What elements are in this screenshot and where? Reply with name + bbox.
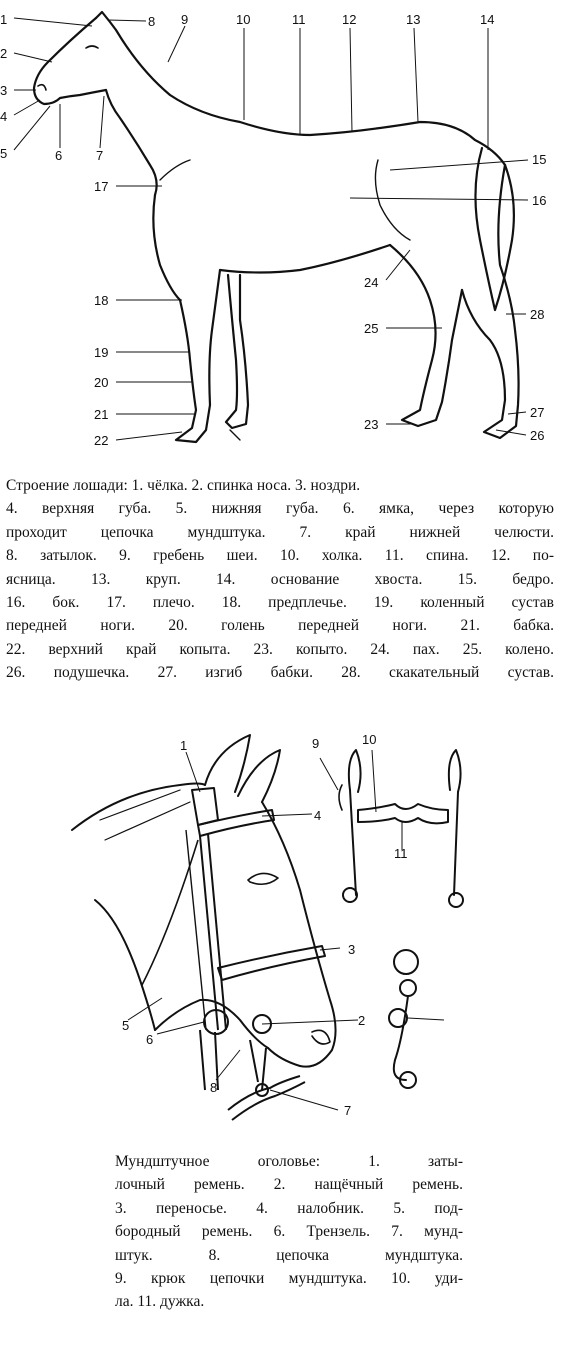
bridle-straps xyxy=(142,788,325,1120)
caption-line: бородный ремень. 6. Трензель. 7. мунд- xyxy=(115,1223,463,1241)
bridle-label-5: 5 xyxy=(122,1018,130,1033)
horse-label-8: 8 xyxy=(148,14,156,29)
caption-line: проходит цепочка мундштука. 7. край нижней челюсти. xyxy=(6,523,554,541)
horse-label-26: 26 xyxy=(530,428,545,443)
horse-label-6: 6 xyxy=(55,148,63,163)
horse-label-12: 12 xyxy=(342,12,357,27)
horse-label-28: 28 xyxy=(530,307,545,322)
caption-line: передней ноги. 20. голень передней ноги. 21. бабка. xyxy=(6,617,554,635)
horse-anatomy-diagram xyxy=(0,0,583,455)
horse-label-22: 22 xyxy=(94,433,109,448)
caption-line: 4. верхняя губа. 5. нижняя губа. 6. ямка, через которую xyxy=(6,500,554,518)
bridle-diagram xyxy=(0,730,583,1130)
horse-head-outline xyxy=(72,735,336,1067)
caption-line: Мундштучное оголовье: 1. заты- xyxy=(115,1153,463,1170)
bridle-label-1: 1 xyxy=(180,738,188,753)
horse-label-7: 7 xyxy=(96,148,104,163)
horse-part-labels xyxy=(0,12,546,448)
horse-label-23: 23 xyxy=(364,417,379,432)
horse-label-10: 10 xyxy=(236,12,251,27)
caption-line: штук. 8. цепочка мундштука. xyxy=(115,1246,463,1264)
bridle-label-11: 11 xyxy=(394,846,408,861)
horse-label-25: 25 xyxy=(364,321,379,336)
caption-line: 26. подушечка. 27. изгиб бабки. 28. скакательный сустав. xyxy=(6,664,554,682)
horse-anatomy-caption xyxy=(6,474,554,685)
horse-label-5: 5 xyxy=(0,146,8,161)
horse-label-3: 3 xyxy=(0,83,8,98)
horse-label-9: 9 xyxy=(181,12,189,27)
bridle-label-7: 7 xyxy=(344,1103,352,1118)
caption-line: 22. верхний край копыта. 23. копыто. 24. пах. 25. колено. xyxy=(6,640,554,658)
horse-label-1: 1 xyxy=(0,12,8,27)
caption-line: 16. бок. 17. плечо. 18. предплечье. 19. коленный сустав xyxy=(6,594,554,612)
caption-line: ла. 11. дужка. xyxy=(115,1293,205,1311)
horse-label-27: 27 xyxy=(530,405,545,420)
caption-line: ясница. 13. круп. 14. основание хвоста. 15. бедро. xyxy=(6,570,554,588)
bit-parts xyxy=(339,750,463,1088)
bridle-label-2: 2 xyxy=(358,1013,366,1028)
caption-line: 8. затылок. 9. гребень шеи. 10. холка. 11. спина. 12. по- xyxy=(6,547,554,565)
horse-label-21: 21 xyxy=(94,407,109,422)
bridle-label-9: 9 xyxy=(312,736,320,751)
bridle-label-3: 3 xyxy=(348,942,356,957)
horse-label-15: 15 xyxy=(532,152,547,167)
horse-label-18: 18 xyxy=(94,293,109,308)
horse-label-19: 19 xyxy=(94,345,109,360)
horse-label-24: 24 xyxy=(364,275,379,290)
horse-label-leaders xyxy=(14,18,528,440)
caption-line: лочный ремень. 2. нащёчный ремень. xyxy=(115,1176,463,1194)
horse-label-13: 13 xyxy=(406,12,421,27)
bridle-caption xyxy=(115,1150,463,1314)
caption-line: 3. переносье. 4. налобник. 5. под- xyxy=(115,1199,463,1217)
horse-label-14: 14 xyxy=(480,12,495,27)
bridle-label-6: 6 xyxy=(146,1032,154,1047)
horse-label-2: 2 xyxy=(0,46,8,61)
horse-label-16: 16 xyxy=(532,193,547,208)
horse-label-4: 4 xyxy=(0,109,8,124)
bridle-label-10: 10 xyxy=(362,732,377,747)
horse-label-17: 17 xyxy=(94,179,109,194)
caption-line: 9. крюк цепочки мундштука. 10. уди- xyxy=(115,1270,463,1288)
horse-label-11: 11 xyxy=(292,12,306,27)
bridle-label-4: 4 xyxy=(314,808,322,823)
horse-label-20: 20 xyxy=(94,375,109,390)
caption-line: Строение лошади: 1. чёлка. 2. спинка носа. 3. ноздри. xyxy=(6,477,361,494)
bridle-label-8: 8 xyxy=(210,1080,218,1095)
